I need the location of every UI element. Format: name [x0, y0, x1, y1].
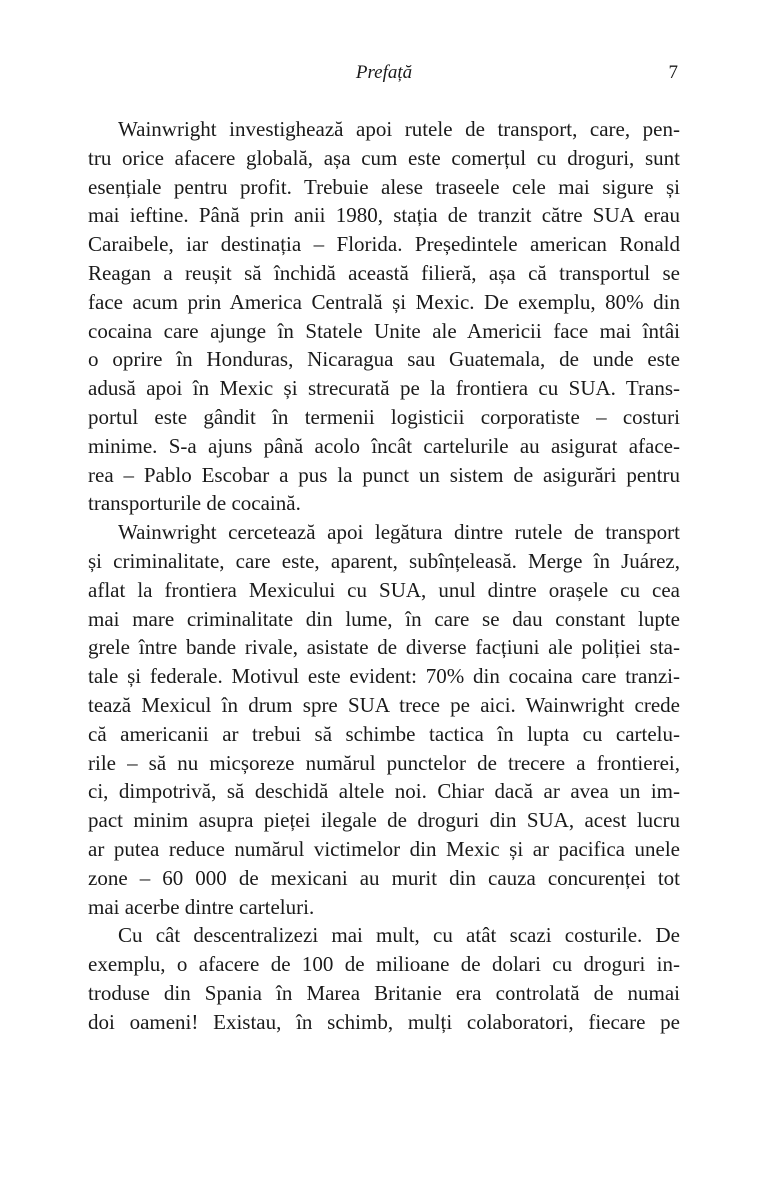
text-line: exemplu, o afacere de 100 de milioane de dolari cu droguri in-	[88, 952, 680, 977]
text-line: doi oameni! Existau, în schimb, mulți colaboratori, fiecare pe	[88, 1009, 680, 1034]
text-line: tale și federale. Motivul este evident: 70% din cocaina care tranzi-	[88, 664, 680, 689]
text-line: o oprire în Honduras, Nicaragua sau Guatemala, de unde este	[88, 347, 680, 372]
text-line: tru orice afacere globală, așa cum este comerțul cu droguri, sunt	[88, 145, 680, 170]
text-line: adusă apoi în Mexic și strecurată pe la frontiera cu SUA. Trans-	[88, 376, 680, 401]
text-line: și criminalitate, care este, aparent, subînțeleasă. Merge în Juárez,	[88, 548, 680, 573]
text-line: face acum prin America Centrală și Mexic. De exemplu, 80% din	[88, 289, 680, 314]
text-line: Reagan a reușit să închidă această filieră, așa că transportul se	[88, 260, 680, 285]
running-title: Prefață	[355, 62, 413, 83]
text-line: mai ieftine. Până prin anii 1980, stația de tranzit către SUA erau	[88, 203, 680, 228]
text-line: Wainwright cercetează apoi legătura dintre rutele de transport	[118, 520, 680, 545]
text-line: portul este gândit în termenii logisticii corporatiste – costuri	[88, 404, 680, 429]
text-line: Cu cât descentralizezi mai mult, cu atât scazi costurile. De	[118, 923, 680, 948]
text-line: cocaina care ajunge în Statele Unite ale Americii face mai întâi	[88, 318, 680, 343]
page-header	[88, 62, 680, 88]
page-number: 7	[668, 62, 678, 83]
text-line: Wainwright investighează apoi rutele de transport, care, pen-	[118, 117, 680, 141]
text-line: Caraibele, iar destinația – Florida. Președintele american Ronald	[88, 232, 680, 257]
text-line: tează Mexicul în drum spre SUA trece pe aici. Wainwright crede	[88, 692, 680, 717]
text-line: transporturile de cocaină.	[88, 491, 301, 516]
paragraph	[88, 518, 680, 921]
text-line: grele între bande rivale, asistate de diverse facțiuni ale poliției sta-	[88, 635, 680, 660]
text-line: ci, dimpotrivă, să deschidă altele noi. Chiar dacă ar avea un im-	[88, 779, 680, 804]
paragraph	[88, 921, 680, 1036]
text-line: aflat la frontiera Mexicului cu SUA, unul dintre orașele cu cea	[88, 577, 680, 602]
text-line: esențiale pentru profit. Trebuie alese traseele cele mai sigure și	[88, 174, 680, 199]
text-line: mai acerbe dintre carteluri.	[88, 894, 315, 919]
text-line: rile – să nu micșoreze numărul punctelor de trecere a frontierei,	[88, 750, 680, 775]
text-line: pact minim asupra pieței ilegale de droguri din SUA, acest lucru	[88, 808, 680, 833]
text-line: că americanii ar trebui să schimbe tactica în lupta cu cartelu-	[88, 721, 680, 746]
text-line: ar putea reduce numărul victimelor din Mexic și ar pacifica unele	[88, 836, 680, 861]
text-line: minime. S-a ajuns până acolo încât cartelurile au asigurat aface-	[88, 433, 680, 458]
text-line: troduse din Spania în Marea Britanie era controlată de numai	[88, 980, 680, 1005]
text-line: zone – 60 000 de mexicani au murit din cauza concurenței tot	[88, 865, 680, 890]
text-line: mai mare criminalitate din lume, în care se dau constant lupte	[88, 606, 680, 631]
paragraph	[88, 115, 680, 518]
text-line: rea – Pablo Escobar a pus la punct un sistem de asigurări pentru	[88, 462, 680, 487]
body-text	[88, 115, 680, 1037]
